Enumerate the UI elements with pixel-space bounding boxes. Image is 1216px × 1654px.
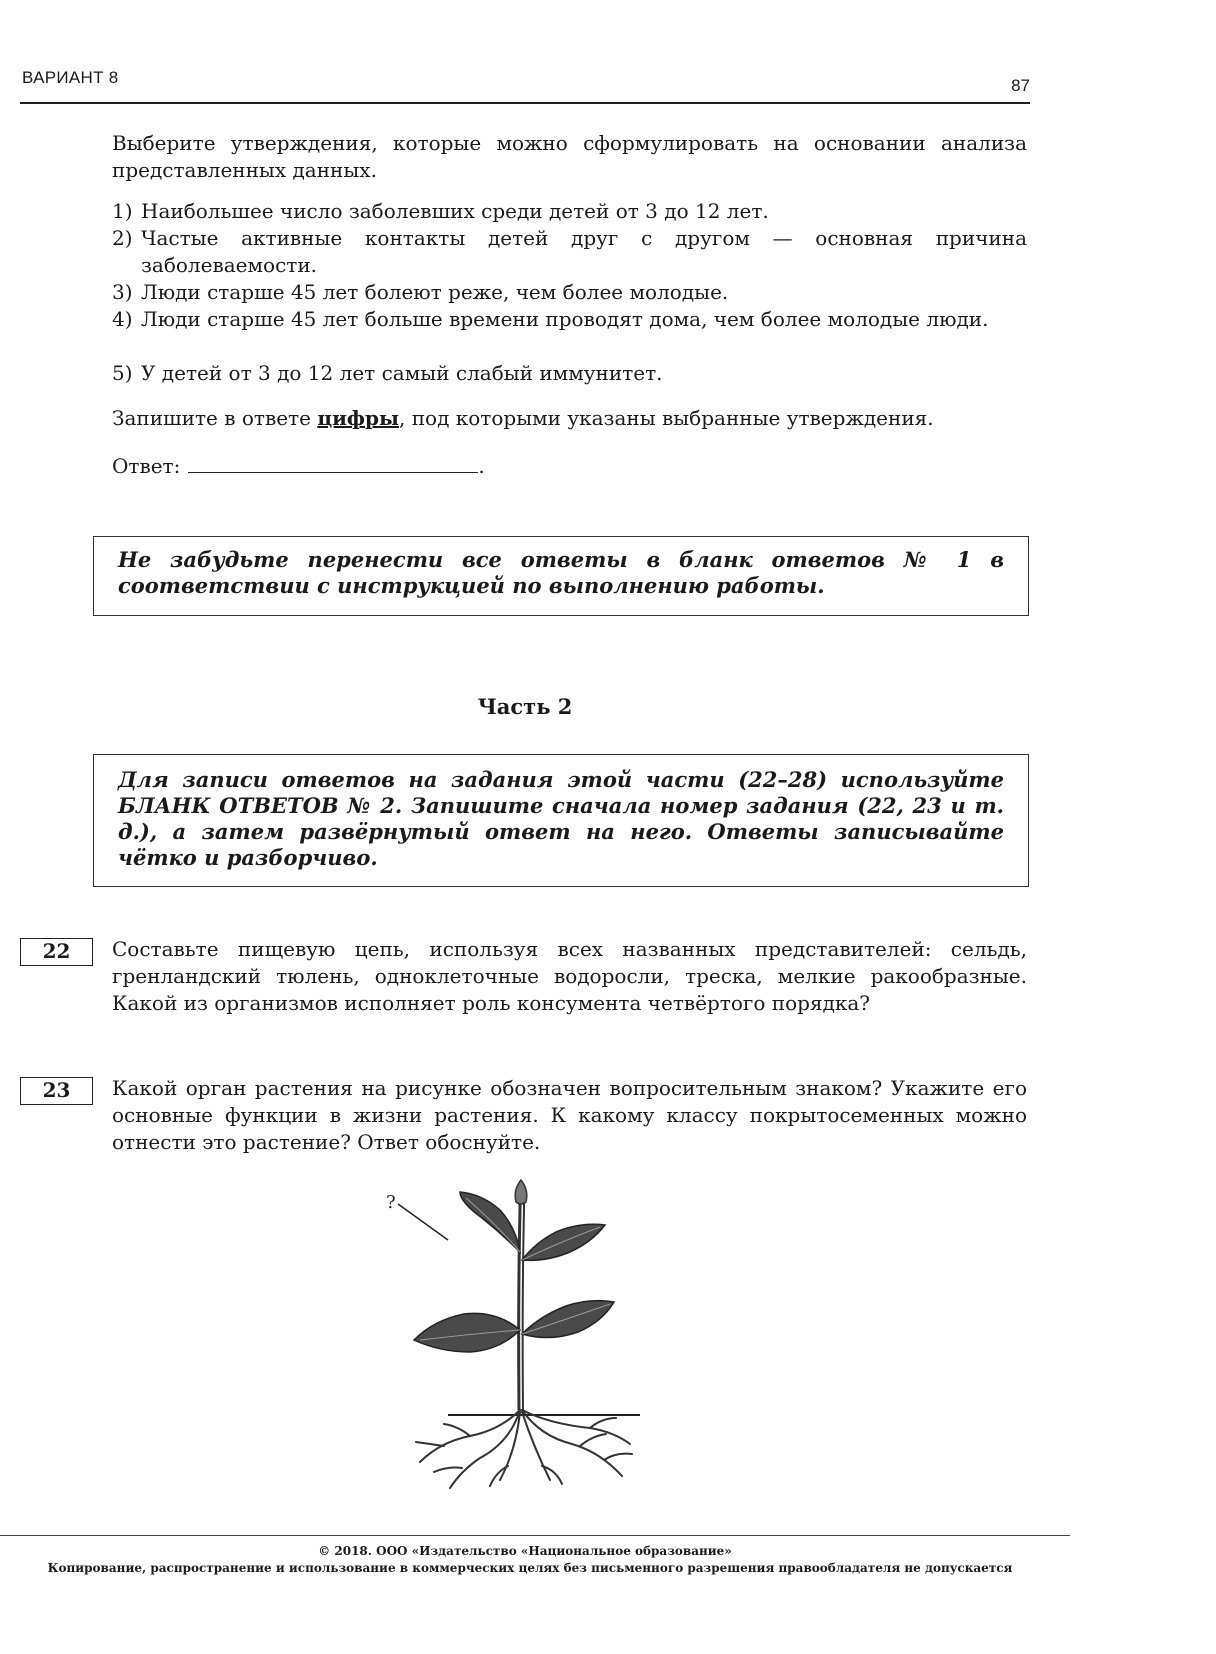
- instruction-before: Запишите в ответе: [112, 406, 318, 430]
- task22-text: Составьте пищевую цепь, используя всех названных представителей: сельдь, гренландский тюлень, одноклеточные водоросли, треска, мелкие ракообразные. Какой из организмов исполняет роль консумента четвёртого порядка?: [112, 937, 1027, 1015]
- plant-leaf-lower-right: [522, 1301, 614, 1338]
- statement-number: 2): [112, 226, 133, 250]
- page-number: 87: [1011, 76, 1030, 95]
- part2-instruction-box: Для записи ответов на задания этой части (22–28) используйте БЛАНК ОТВЕТОВ № 2. Запишите сначала номер задания (22, 23 и т. д.), а затем развёрнутый ответ на него. Ответы записывайте чётко и разборчиво.: [93, 754, 1029, 887]
- pointer-line: [398, 1204, 448, 1240]
- instruction-after: , под которыми указаны выбранные утверждения.: [399, 406, 934, 430]
- statement-4: [112, 306, 1027, 333]
- task22-number: 22: [20, 938, 93, 966]
- task23-text: Какой орган растения на рисунке обозначен вопросительным знаком? Укажите его основные функции в жизни растения. К какому классу покрытосеменных можно отнести это растение? Ответ обоснуйте.: [112, 1076, 1027, 1154]
- statement-5: [112, 360, 1027, 387]
- statement-text: У детей от 3 до 12 лет самый слабый иммунитет.: [141, 361, 663, 385]
- variant-label: ВАРИАНТ 8: [22, 68, 119, 87]
- statement-number: 4): [112, 307, 133, 331]
- plant-leaf-upper-left: [460, 1192, 520, 1252]
- statement-text: Наибольшее число заболевших среди детей от 3 до 12 лет.: [141, 199, 769, 223]
- answer-field[interactable]: [188, 452, 478, 473]
- footer-copyright: © 2018. ООО «Издательство «Национальное образование»: [318, 1544, 732, 1558]
- footer-notice: Копирование, распространение и использование в коммерческих целях без письменного разрешения правообладателя не допускается: [47, 1561, 1013, 1575]
- part-title: Часть 2: [477, 694, 573, 719]
- statement-number: 1): [112, 199, 133, 223]
- plant-leaf-lower-left: [414, 1313, 520, 1352]
- plant-figure: [386, 1180, 650, 1490]
- statement-3: [112, 279, 1027, 306]
- task21-instruction: [112, 405, 1027, 432]
- statement-text: Частые активные контакты детей друг с другом — основная причина заболеваемости.: [141, 226, 1027, 277]
- statement-number: 5): [112, 361, 133, 385]
- statement-1: [112, 198, 1027, 225]
- statement-text: Люди старше 45 лет больше времени проводят дома, чем более молодые люди.: [141, 307, 989, 331]
- statement-text: Люди старше 45 лет болеют реже, чем более молодые.: [141, 280, 729, 304]
- answer-row: [112, 452, 485, 480]
- statement-2: [112, 225, 1027, 279]
- answer-end: .: [478, 454, 485, 478]
- plant-leaf-upper-right: [522, 1224, 605, 1260]
- answer-label: Ответ:: [112, 454, 181, 478]
- footer-rule: [0, 1535, 1070, 1536]
- question-mark-label: ?: [386, 1192, 396, 1213]
- statement-number: 3): [112, 280, 133, 304]
- task23-number: 23: [20, 1077, 93, 1105]
- plant-stem: [519, 1190, 524, 1410]
- instruction-emphasis: цифры: [317, 406, 399, 430]
- reminder-box: Не забудьте перенести все ответы в бланк ответов № 1 в соответствии с инструкцией по выполнению работы.: [93, 536, 1029, 616]
- plant-roots: [416, 1410, 632, 1488]
- plant-bud: [515, 1180, 527, 1204]
- task21-intro: Выберите утверждения, которые можно сформулировать на основании анализа представленных данных.: [112, 131, 1027, 182]
- header-rule: [20, 102, 1030, 104]
